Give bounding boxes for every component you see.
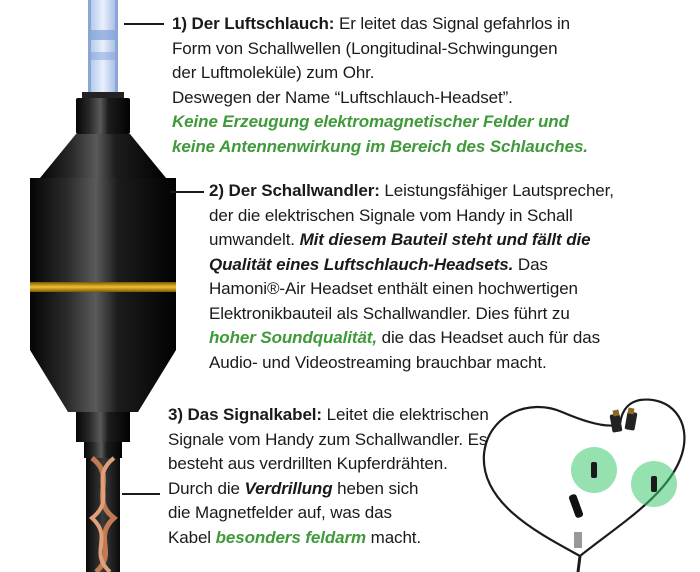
section2-line5: Hamoni®-Air Headset enthält einen hochwertigen — [209, 279, 578, 298]
air-tube — [88, 0, 118, 92]
section-signal-cable — [168, 403, 489, 550]
section3-line5: die Magnetfelder auf, was das — [168, 503, 392, 522]
section3-line4: Durch die Verdrillung heben sich — [168, 478, 419, 498]
section1-line4: Deswegen der Name “Luftschlauch-Headset”. — [172, 87, 513, 107]
section2-line6: Elektronikbauteil als Schallwandler. Dies führt zu — [209, 303, 570, 323]
headset-image — [470, 384, 700, 572]
section1-heading: 1) Der Luftschlauch: — [172, 14, 335, 33]
section2-line1: 2) Der Schallwandler: Leistungsfähiger Lautsprecher, — [209, 181, 614, 200]
section1-line2: Form von Schallwellen (Longitudinal-Schwingungen — [172, 38, 558, 58]
section2-line7: hoher Soundqualität, die das Headset auch für das — [209, 328, 600, 347]
section1-highlight-1: Keine Erzeugung elektromagnetischer Felder und — [172, 112, 569, 131]
earbud-icon — [625, 408, 638, 431]
section3-line3: besteht aus verdrillten Kupferdrähten. — [168, 454, 448, 473]
section-air-tube — [172, 12, 588, 159]
audio-jack — [574, 532, 582, 548]
section3-line1: 3) Das Signalkabel: Leitet die elektrischen — [168, 405, 489, 424]
leader-line-3 — [122, 493, 160, 495]
gold-ring — [30, 282, 176, 292]
section2-line4: Qualität eines Luftschlauch-Headsets. Das — [209, 254, 548, 274]
section-transducer — [209, 179, 614, 375]
section1-line3: der Luftmoleküle) zum Ohr. — [172, 63, 375, 82]
section1-highlight-2: keine Antennenwirkung im Bereich des Schlauches. — [172, 136, 588, 156]
twisted-cable — [86, 458, 120, 572]
section1-line1: 1) Der Luftschlauch: Er leitet das Signal gefahrlos in — [172, 14, 571, 33]
section3-line6: Kabel besonders feldarm macht. — [168, 527, 422, 547]
section2-line2: der die elektrischen Signale vom Handy in Schall — [209, 205, 573, 225]
transducer-body — [30, 92, 176, 458]
section3-heading: 3) Das Signalkabel: — [168, 405, 322, 424]
leader-line-2 — [170, 191, 204, 193]
section3-line2: Signale vom Handy zum Schallwandler. Es — [168, 429, 488, 449]
section2-heading: 2) Der Schallwandler: — [209, 181, 380, 200]
section2-line8: Audio- und Videostreaming brauchbar macht. — [209, 352, 547, 372]
leader-line-1 — [124, 23, 164, 25]
earbud-icon — [610, 410, 623, 433]
section2-line3: umwandelt. Mit diesem Bauteil steht und fällt die — [209, 230, 591, 249]
inline-remote — [568, 493, 584, 518]
